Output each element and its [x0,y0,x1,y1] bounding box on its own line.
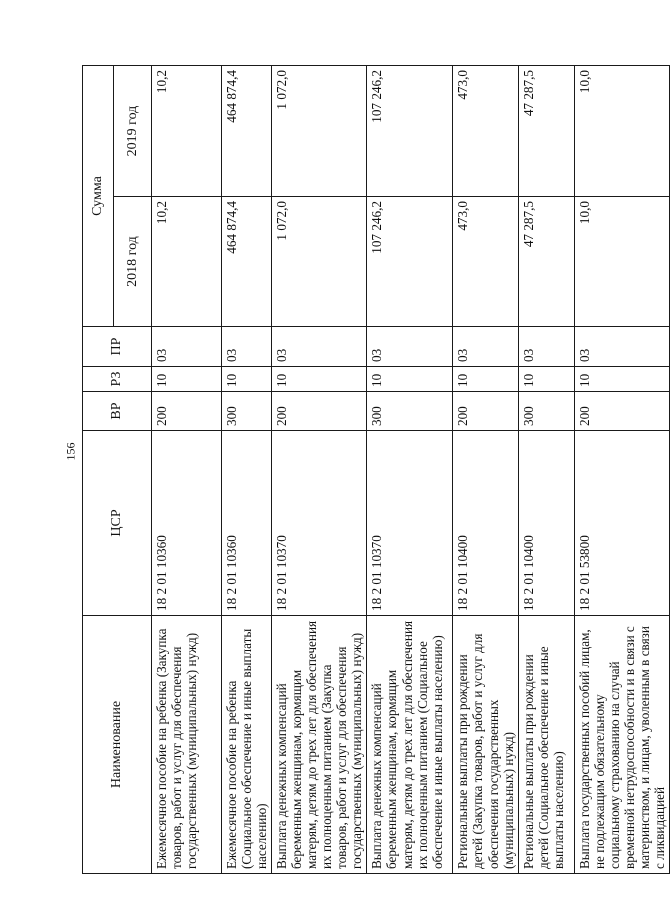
row-amount-2018: 47 287,5 [518,197,574,327]
row-vr: 300 [518,392,574,431]
row-amount-2019: 47 287,5 [518,66,574,197]
row-csr: 18 2 01 10360 [222,431,272,616]
table-row [272,66,367,874]
row-csr: 18 2 01 10370 [272,431,367,616]
table-row [574,66,669,874]
row-rz: 10 [453,367,518,392]
row-amount-2018: 107 246,2 [367,197,453,327]
row-name: Ежемесячное пособие на ребенка (Закупка товаров, работ и услуг для обеспечения государственных (муниципальных) нужд) [152,616,222,874]
header-pr: ПР [83,327,152,367]
table-row [453,66,518,874]
row-csr: 18 2 01 10360 [152,431,222,616]
row-rz: 10 [367,367,453,392]
row-amount-2018: 10,2 [152,197,222,327]
row-amount-2019: 10,0 [574,66,669,197]
table-row [367,66,453,874]
row-pr: 03 [152,327,222,367]
row-amount-2018: 464 874,4 [222,197,272,327]
row-vr: 300 [222,392,272,431]
row-pr: 03 [272,327,367,367]
header-csr: ЦСР [83,431,152,616]
row-vr: 200 [152,392,222,431]
row-pr: 03 [222,327,272,367]
row-csr: 18 2 01 10400 [453,431,518,616]
row-pr: 03 [367,327,453,367]
header-vr: ВР [83,392,152,431]
row-name: Региональные выплаты при рождении детей (Социальное обеспечение и иные выплаты населению) [518,616,574,874]
row-amount-2019: 10,2 [152,66,222,197]
row-amount-2018: 10,0 [574,197,669,327]
row-rz: 10 [518,367,574,392]
row-csr: 18 2 01 53800 [574,431,669,616]
row-amount-2019: 464 874,4 [222,66,272,197]
table-row [518,66,574,874]
row-pr: 03 [453,327,518,367]
header-sum: Сумма [83,66,114,327]
header-year-2018: 2018 год [114,197,152,327]
table-row [222,66,272,874]
row-amount-2019: 1 072,0 [272,66,367,197]
table-row [152,66,222,874]
header-year-2019: 2019 год [114,66,152,197]
row-pr: 03 [518,327,574,367]
header-name: Наименование [83,616,152,874]
row-name: Региональные выплаты при рождении детей (Закупка товаров, работ и услуг для обеспечения государственных (муниципальных) нужд) [453,616,518,874]
row-amount-2018: 1 072,0 [272,197,367,327]
row-name: Выплата денежных компенсаций беременным женщинам, кормящим матерям, детям до трех лет для обеспечения их полноценным питанием (Социальное обеспечение и иные выплаты населению) [367,616,453,874]
row-csr: 18 2 01 10370 [367,431,453,616]
row-name: Выплата государственных пособий лицам, не подлежащим обязательному социальному страхованию на случай временной нетрудоспособности и в связи с материнством, и лицам, уволенным в связи с ликвидацией [574,616,669,874]
row-rz: 10 [222,367,272,392]
row-vr: 200 [272,392,367,431]
row-name: Ежемесячное пособие на ребенка (Социальное обеспечение и иные выплаты населению) [222,616,272,874]
row-pr: 03 [574,327,669,367]
row-vr: 200 [453,392,518,431]
row-rz: 10 [152,367,222,392]
budget-table [82,65,670,874]
header-rz: РЗ [83,367,152,392]
row-rz: 10 [574,367,669,392]
page-number: 156 [63,442,78,461]
row-vr: 300 [367,392,453,431]
row-amount-2019: 107 246,2 [367,66,453,197]
header-row-top [83,66,114,874]
row-rz: 10 [272,367,367,392]
row-name: Выплата денежных компенсаций беременным женщинам, кормящим матерям, детям до трех лет для обеспечения их полноценным питанием (Закупка товаров, работ и услуг для обеспечения государственных (муниципальных) нужд) [272,616,367,874]
row-csr: 18 2 01 10400 [518,431,574,616]
row-amount-2019: 473,0 [453,66,518,197]
row-amount-2018: 473,0 [453,197,518,327]
rotated-page-content [82,66,667,874]
row-vr: 200 [574,392,669,431]
